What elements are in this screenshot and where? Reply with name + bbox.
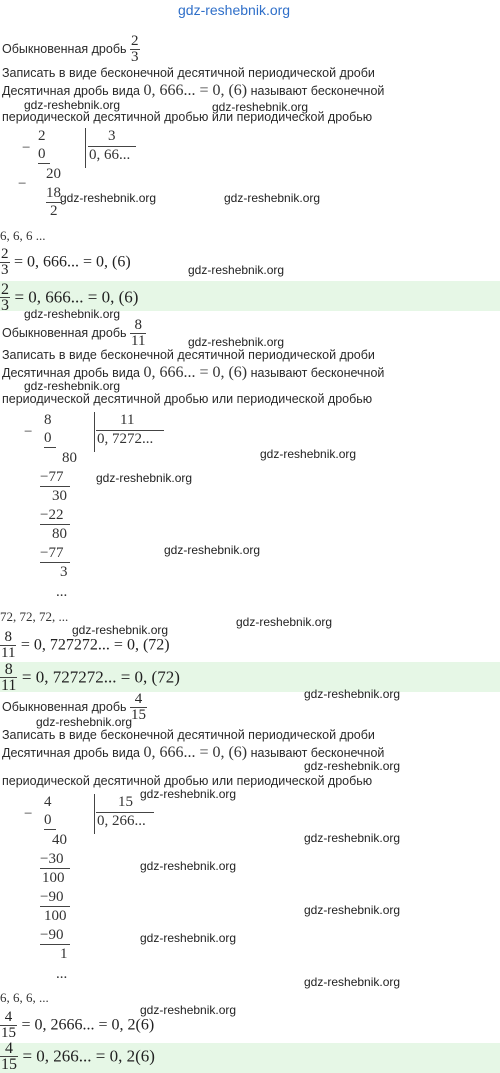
division-minus: − (22, 140, 31, 156)
section2-title-num: 8 (134, 317, 142, 333)
division-step: 100 (44, 908, 67, 924)
watermark[interactable]: gdz-reshebnik.org (304, 975, 401, 989)
division-minus: − (24, 424, 33, 440)
section1-text-line2-math: 0, 666... = 0, (6) (143, 82, 248, 99)
watermark[interactable]: gdz-reshebnik.org (140, 859, 237, 873)
watermark[interactable]: gdz-reshebnik.org (260, 447, 357, 461)
watermark[interactable]: gdz-reshebnik.org (304, 903, 401, 917)
division-step: 3 (60, 564, 68, 580)
section1-title-den: 3 (131, 49, 139, 65)
division-step: 20 (46, 166, 61, 182)
section1-title (2, 34, 140, 65)
watermark[interactable]: gdz-reshebnik.org (236, 615, 333, 629)
section1-result-expr: = 0, 666... = 0, (6) (13, 253, 131, 271)
section2-period-digits: 72, 72, 72, ... (0, 609, 69, 624)
section1-text-line1: Записать в виде бесконечной десятичной периодической дроби (2, 66, 375, 80)
section3-final-num: 4 (5, 1040, 13, 1057)
section3-final-answer (0, 1041, 155, 1072)
section3-title-num: 4 (134, 691, 143, 707)
division-step: 0 (44, 812, 56, 830)
division-step: ... (56, 966, 68, 982)
division-step: 2 (50, 203, 58, 219)
watermark[interactable]: gdz-reshebnik.org (24, 379, 121, 393)
section2-title (2, 318, 146, 349)
section1-title-label: Обыкновенная дробь (2, 41, 127, 56)
section1-period-digits: 6, 6, 6 ... (0, 228, 46, 243)
division-dividend: 2 (38, 128, 46, 144)
division-quotient: 0, 66... (89, 147, 131, 163)
section3-result-fraction (0, 1010, 17, 1041)
watermark[interactable]: gdz-reshebnik.org (60, 191, 157, 205)
section1-text-line3: периодической десятичной дробью или периодической дробью (2, 110, 373, 124)
section2-title-den: 11 (131, 333, 146, 349)
section2-title-label: Обыкновенная дробь (2, 325, 127, 340)
division-step: 40 (52, 832, 67, 848)
section2-final-answer (0, 662, 180, 693)
division-divisor: 11 (120, 412, 135, 428)
section2-text-line3: периодической десятичной дробью или периодической дробью (2, 392, 373, 406)
division-minus: − (18, 176, 27, 192)
section1-result-num: 2 (1, 246, 9, 262)
section1-result-fraction (0, 247, 10, 278)
section2-text-line2-math: 0, 666... = 0, (6) (143, 364, 248, 381)
section1-result-den: 3 (1, 262, 9, 278)
section2-final-den: 11 (1, 677, 17, 694)
division-quotient: 0, 7272... (97, 431, 154, 447)
section3-result-expr: = 0, 2666... = 0, 2(6) (21, 1016, 155, 1034)
division-step: 0 (44, 430, 56, 448)
watermark[interactable]: gdz-reshebnik.org (24, 307, 121, 321)
section3-text-line3: периодической десятичной дробью или периодической дробью (2, 774, 373, 788)
division-dividend: 4 (44, 794, 52, 810)
division-bracket (94, 794, 95, 834)
division-step: 100 (42, 870, 65, 886)
division-step: 18 (46, 185, 61, 201)
watermark[interactable]: gdz-reshebnik.org (140, 931, 237, 945)
section2-final-expr: = 0, 727272... = 0, (72) (21, 667, 180, 687)
section1-title-fraction (130, 34, 140, 65)
section1-final-den: 3 (1, 297, 9, 314)
section3-title-label: Обыкновенная дробь (2, 699, 127, 714)
section3-final-fraction (0, 1041, 18, 1072)
section3-title-den: 15 (131, 707, 146, 723)
division-step: ... (56, 584, 68, 600)
division-step: 0 (38, 146, 50, 164)
watermark[interactable]: gdz-reshebnik.org (188, 335, 285, 349)
division-step: −30 (40, 851, 70, 869)
section2-title-fraction (130, 318, 146, 349)
division-step: −77 (40, 469, 70, 487)
division-step: −77 (40, 545, 70, 563)
watermark[interactable]: gdz-reshebnik.org (140, 1003, 237, 1017)
section1-text-line2-post: называют бесконечной (250, 84, 385, 98)
section2-result-num: 8 (4, 629, 12, 645)
watermark[interactable]: gdz-reshebnik.org (212, 100, 309, 114)
division-step: 1 (60, 946, 68, 962)
division-divisor: 3 (108, 128, 116, 144)
watermark[interactable]: gdz-reshebnik.org (24, 98, 121, 112)
section3-period-digits: 6, 6, 6, ... (0, 990, 49, 1005)
watermark[interactable]: gdz-reshebnik.org (140, 787, 237, 801)
section2-result-expr: = 0, 727272... = 0, (72) (20, 636, 170, 654)
section3-text-line1: Записать в виде бесконечной десятичной периодической дроби (2, 728, 375, 742)
section3-text-line2-math: 0, 666... = 0, (6) (143, 744, 248, 761)
watermark[interactable]: gdz-reshebnik.org (36, 715, 133, 729)
section2-text-line1: Записать в виде бесконечной десятичной периодической дроби (2, 348, 375, 362)
section3-result (0, 1010, 154, 1041)
watermark[interactable]: gdz-reshebnik.org (304, 759, 401, 773)
section2-final-num: 8 (4, 661, 13, 678)
division-step: 30 (52, 488, 67, 504)
section3-text-line2-pre: Десятичная дробь вида (2, 746, 140, 760)
division-step: −22 (40, 507, 70, 525)
section2-result-den: 11 (1, 645, 16, 661)
division-step: −90 (40, 927, 70, 945)
division-step: −90 (40, 889, 70, 907)
division-bracket (94, 412, 95, 452)
section1-final-num: 2 (1, 281, 9, 298)
division-minus: − (24, 806, 33, 822)
division-step: 80 (62, 450, 77, 466)
watermark[interactable]: gdz-reshebnik.org (164, 543, 261, 557)
section1-title-num: 2 (131, 33, 139, 49)
section3-text-line2-post: называют бесконечной (250, 746, 385, 760)
section3-final-den: 15 (1, 1056, 17, 1073)
section3-final-expr: = 0, 266... = 0, 2(6) (22, 1046, 155, 1066)
division-dividend: 8 (44, 412, 52, 428)
section1-final-expr: = 0, 666... = 0, (6) (14, 287, 139, 307)
division-bracket (85, 128, 86, 168)
section3-title-fraction (130, 692, 147, 723)
section1-text-line2-pre: Десятичная дробь вида (2, 84, 140, 98)
section1-final-fraction (0, 282, 10, 313)
section2-text-line2-post: называют бесконечной (250, 366, 385, 380)
section3-result-num: 4 (4, 1009, 13, 1025)
watermark[interactable]: gdz-reshebnik.org (224, 191, 321, 205)
watermark[interactable]: gdz-reshebnik.org (188, 263, 285, 277)
watermark[interactable]: gdz-reshebnik.org (304, 831, 401, 845)
section3-result-den: 15 (1, 1025, 16, 1041)
division-divisor: 15 (118, 794, 133, 810)
section2-result (0, 630, 170, 661)
watermark[interactable]: gdz-reshebnik.org (96, 471, 193, 485)
watermark[interactable]: gdz-reshebnik.org (304, 687, 401, 701)
section1-result (0, 247, 131, 278)
section2-final-fraction (0, 662, 17, 693)
watermark[interactable]: gdz-reshebnik.org (72, 623, 169, 637)
division-step: 80 (52, 526, 67, 542)
section2-text-line2-pre: Десятичная дробь вида (2, 366, 140, 380)
watermark-top[interactable]: gdz-reshebnik.org (178, 2, 291, 18)
section2-result-fraction (0, 630, 16, 661)
division-quotient: 0, 266... (97, 813, 146, 829)
